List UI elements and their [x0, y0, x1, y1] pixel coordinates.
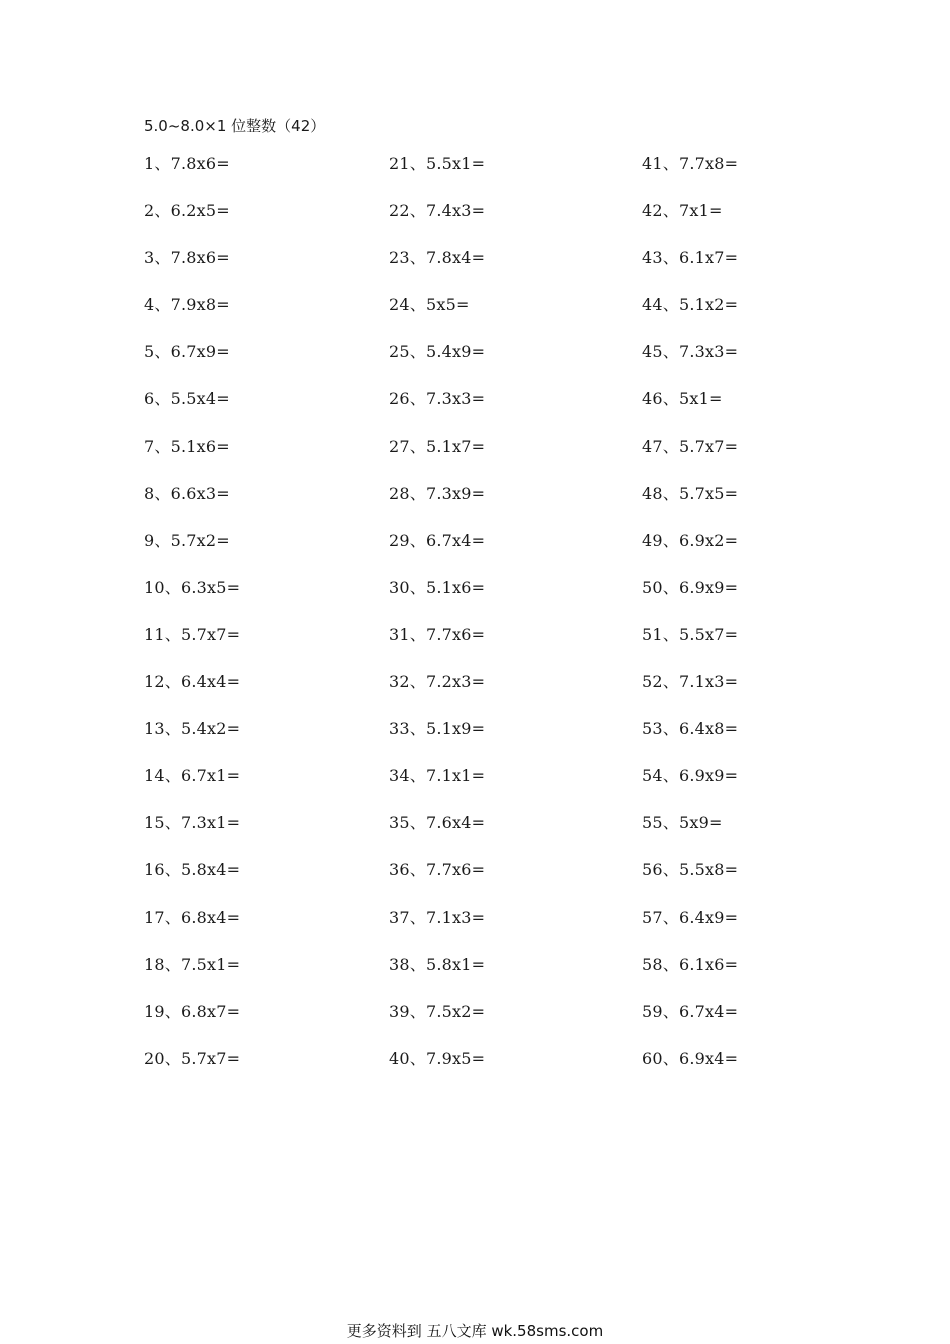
problem-item: 14、6.7x1=: [144, 766, 241, 786]
worksheet-title: 5.0~8.0×1 位整数（42）: [144, 117, 326, 135]
problem-item: 54、6.9x9=: [642, 766, 739, 786]
problem-item: 41、7.7x8=: [642, 154, 739, 173]
problem-item: 2、6.2x5=: [144, 201, 230, 221]
problem-item: 22、7.4x3=: [389, 201, 486, 221]
problem-item: 23、7.8x4=: [389, 248, 486, 268]
problem-item: 57、6.4x9=: [642, 907, 739, 927]
problem-item: 5、6.7x9=: [144, 342, 230, 362]
problem-item: 6、5.5x4=: [144, 389, 230, 409]
problem-item: 28、7.3x9=: [389, 483, 486, 503]
problem-item: 11、5.7x7=: [144, 624, 241, 644]
problem-item: 50、6.9x9=: [642, 577, 739, 597]
problem-item: 43、6.1x7=: [642, 248, 739, 268]
problem-item: 13、5.4x2=: [144, 719, 241, 739]
problem-item: 33、5.1x9=: [389, 719, 486, 739]
problem-item: 37、7.1x3=: [389, 907, 486, 927]
problem-column-3: [642, 153, 882, 1095]
problem-item: 59、6.7x4=: [642, 1001, 739, 1021]
problem-item: 21、5.5x1=: [389, 154, 486, 173]
problem-item: 34、7.1x1=: [389, 766, 486, 786]
problem-item: 55、5x9=: [642, 813, 723, 833]
problem-item: 42、7x1=: [642, 201, 723, 221]
problem-item: 58、6.1x6=: [642, 954, 739, 974]
problem-item: 35、7.6x4=: [389, 813, 486, 833]
problem-item: 27、5.1x7=: [389, 436, 486, 456]
footer-source-text: 更多资料到 五八文库 wk.58sms.com: [346, 1322, 604, 1340]
problem-item: 52、7.1x3=: [642, 672, 739, 692]
problem-item: 45、7.3x3=: [642, 342, 739, 362]
problem-item: 56、5.5x8=: [642, 860, 739, 880]
problem-item: 30、5.1x6=: [389, 577, 486, 597]
problem-item: 46、5x1=: [642, 389, 723, 409]
problem-item: 31、7.7x6=: [389, 624, 486, 644]
problem-item: 26、7.3x3=: [389, 389, 486, 409]
problem-item: 1、7.8x6=: [144, 154, 230, 173]
problem-item: 51、5.5x7=: [642, 624, 739, 644]
problem-item: 8、6.6x3=: [144, 483, 230, 503]
problem-item: 7、5.1x6=: [144, 436, 230, 456]
problem-item: 39、7.5x2=: [389, 1001, 486, 1021]
problem-item: 18、7.5x1=: [144, 954, 241, 974]
problem-item: 17、6.8x4=: [144, 907, 241, 927]
problem-item: 47、5.7x7=: [642, 436, 739, 456]
problem-item: 16、5.8x4=: [144, 860, 241, 880]
problem-item: 20、5.7x7=: [144, 1048, 241, 1068]
problem-item: 48、5.7x5=: [642, 483, 739, 503]
problem-item: 36、7.7x6=: [389, 860, 486, 880]
problem-item: 24、5x5=: [389, 295, 470, 315]
problem-item: 32、7.2x3=: [389, 672, 486, 692]
problem-item: 3、7.8x6=: [144, 248, 230, 268]
problem-item: 44、5.1x2=: [642, 295, 739, 315]
problem-column-2: [389, 153, 629, 1095]
problem-item: 53、6.4x8=: [642, 719, 739, 739]
problem-column-1: [144, 153, 384, 1095]
problem-item: 38、5.8x1=: [389, 954, 486, 974]
problem-item: 19、6.8x7=: [144, 1001, 241, 1021]
problem-item: 25、5.4x9=: [389, 342, 486, 362]
problem-item: 29、6.7x4=: [389, 530, 486, 550]
problem-item: 40、7.9x5=: [389, 1048, 486, 1068]
problem-item: 12、6.4x4=: [144, 672, 241, 692]
problem-item: 9、5.7x2=: [144, 530, 230, 550]
problem-item: 49、6.9x2=: [642, 530, 739, 550]
problem-item: 60、6.9x4=: [642, 1048, 739, 1068]
problem-item: 15、7.3x1=: [144, 813, 241, 833]
problem-item: 10、6.3x5=: [144, 577, 241, 597]
problem-item: 4、7.9x8=: [144, 295, 230, 315]
